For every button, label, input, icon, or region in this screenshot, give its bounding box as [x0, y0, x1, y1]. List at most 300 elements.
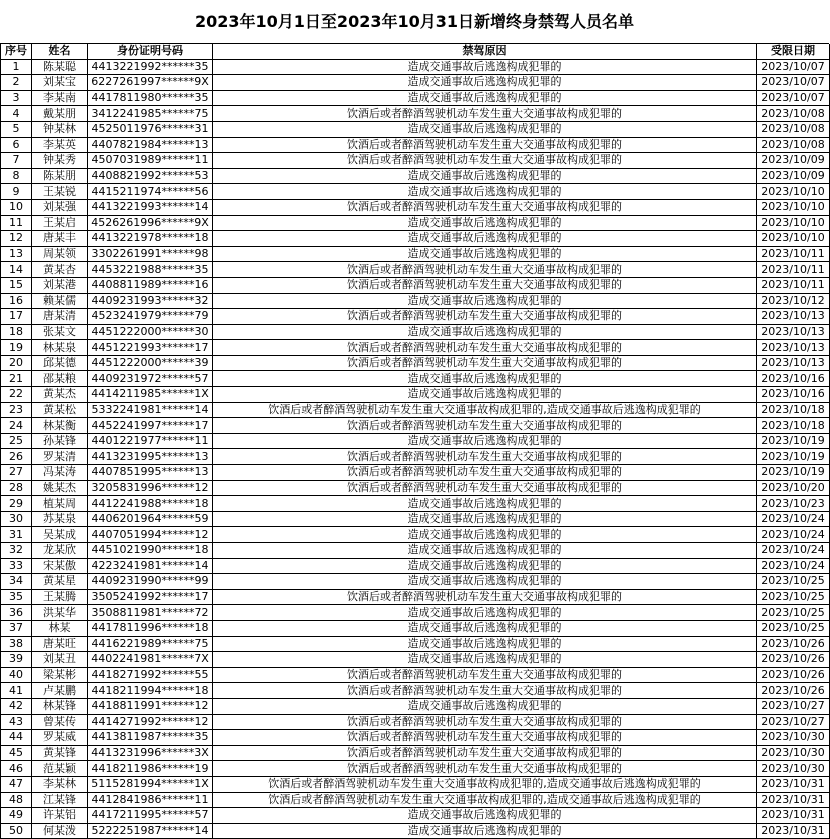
cell-reason: 饮酒后或者醉酒驾驶机动车发生重大交通事故构成犯罪的 [213, 589, 757, 605]
cell-reason: 饮酒后或者醉酒驾驶机动车发生重大交通事故构成犯罪的 [213, 355, 757, 371]
cell-no: 3 [1, 90, 32, 106]
table-row [1, 496, 830, 512]
table-row [1, 184, 830, 200]
table-row [1, 543, 830, 559]
cell-name: 钟某林 [32, 121, 88, 137]
cell-name: 林某衡 [32, 418, 88, 434]
cell-date: 2023/10/19 [757, 449, 830, 465]
cell-id: 4408811989******16 [88, 277, 213, 293]
cell-reason: 造成交通事故后逃逸构成犯罪的 [213, 652, 757, 668]
cell-id: 4418211994******18 [88, 683, 213, 699]
table-row [1, 808, 830, 824]
cell-no: 24 [1, 418, 32, 434]
cell-name: 曾某传 [32, 714, 88, 730]
cell-id: 4223241981******14 [88, 558, 213, 574]
cell-id: 4451021990******18 [88, 543, 213, 559]
cell-date: 2023/10/24 [757, 527, 830, 543]
cell-date: 2023/10/07 [757, 90, 830, 106]
cell-reason: 饮酒后或者醉酒驾驶机动车发生重大交通事故构成犯罪的 [213, 745, 757, 761]
cell-reason: 造成交通事故后逃逸构成犯罪的 [213, 605, 757, 621]
cell-date: 2023/10/18 [757, 418, 830, 434]
cell-date: 2023/10/19 [757, 465, 830, 481]
cell-reason: 饮酒后或者醉酒驾驶机动车发生重大交通事故构成犯罪的 [213, 714, 757, 730]
cell-no: 27 [1, 465, 32, 481]
cell-id: 3302261991******98 [88, 246, 213, 262]
table-row [1, 106, 830, 122]
page-title: 2023年10月1日至2023年10月31日新增终身禁驾人员名单 [0, 0, 829, 44]
table-row [1, 324, 830, 340]
table-row [1, 683, 830, 699]
cell-no: 31 [1, 527, 32, 543]
cell-no: 48 [1, 792, 32, 808]
cell-name: 黄某锋 [32, 745, 88, 761]
cell-date: 2023/10/25 [757, 589, 830, 605]
cell-name: 龙某欣 [32, 543, 88, 559]
cell-date: 2023/10/07 [757, 59, 830, 75]
cell-reason: 造成交通事故后逃逸构成犯罪的 [213, 168, 757, 184]
cell-name: 赖某儒 [32, 293, 88, 309]
cell-no: 13 [1, 246, 32, 262]
cell-id: 6227261997******9X [88, 75, 213, 91]
cell-no: 38 [1, 636, 32, 652]
cell-reason: 造成交通事故后逃逸构成犯罪的 [213, 496, 757, 512]
cell-id: 5222251987******14 [88, 823, 213, 839]
cell-no: 16 [1, 293, 32, 309]
cell-date: 2023/10/10 [757, 215, 830, 231]
cell-no: 7 [1, 153, 32, 169]
cell-reason: 造成交通事故后逃逸构成犯罪的 [213, 324, 757, 340]
cell-date: 2023/10/31 [757, 792, 830, 808]
cell-id: 4413811987******35 [88, 730, 213, 746]
cell-date: 2023/10/10 [757, 199, 830, 215]
cell-date: 2023/10/09 [757, 153, 830, 169]
cell-reason: 饮酒后或者醉酒驾驶机动车发生重大交通事故构成犯罪的 [213, 153, 757, 169]
cell-id: 5115281994******1X [88, 776, 213, 792]
cell-no: 29 [1, 496, 32, 512]
cell-reason: 造成交通事故后逃逸构成犯罪的 [213, 527, 757, 543]
cell-name: 林某锋 [32, 698, 88, 714]
cell-date: 2023/10/25 [757, 620, 830, 636]
cell-date: 2023/10/18 [757, 402, 830, 418]
cell-id: 4507031989******11 [88, 153, 213, 169]
cell-reason: 饮酒后或者醉酒驾驶机动车发生重大交通事故构成犯罪的 [213, 465, 757, 481]
table-row [1, 698, 830, 714]
cell-no: 4 [1, 106, 32, 122]
cell-no: 20 [1, 355, 32, 371]
cell-id: 4413221992******35 [88, 59, 213, 75]
cell-reason: 造成交通事故后逃逸构成犯罪的 [213, 636, 757, 652]
cell-reason: 造成交通事故后逃逸构成犯罪的 [213, 387, 757, 403]
cell-id: 3412241985******75 [88, 106, 213, 122]
cell-no: 2 [1, 75, 32, 91]
cell-id: 4418271992******55 [88, 667, 213, 683]
cell-reason: 造成交通事故后逃逸构成犯罪的 [213, 231, 757, 247]
cell-id: 4409231990******99 [88, 574, 213, 590]
cell-id: 4409231993******32 [88, 293, 213, 309]
cell-reason: 造成交通事故后逃逸构成犯罪的 [213, 433, 757, 449]
table-row [1, 199, 830, 215]
cell-id: 4413231996******3X [88, 745, 213, 761]
cell-reason: 造成交通事故后逃逸构成犯罪的 [213, 246, 757, 262]
cell-name: 刘某宝 [32, 75, 88, 91]
cell-date: 2023/10/30 [757, 730, 830, 746]
cell-id: 4417211995******57 [88, 808, 213, 824]
cell-date: 2023/10/26 [757, 667, 830, 683]
table-row [1, 90, 830, 106]
cell-no: 17 [1, 309, 32, 325]
table-row [1, 340, 830, 356]
cell-no: 9 [1, 184, 32, 200]
table-row [1, 745, 830, 761]
table-row [1, 792, 830, 808]
cell-id: 4407821984******13 [88, 137, 213, 153]
cell-name: 陈某朋 [32, 168, 88, 184]
cell-id: 4523241979******79 [88, 309, 213, 325]
cell-reason: 饮酒后或者醉酒驾驶机动车发生重大交通事故构成犯罪的 [213, 309, 757, 325]
cell-date: 2023/10/13 [757, 340, 830, 356]
cell-name: 何某泼 [32, 823, 88, 839]
cell-no: 39 [1, 652, 32, 668]
cell-date: 2023/10/08 [757, 137, 830, 153]
table-row [1, 137, 830, 153]
cell-date: 2023/10/24 [757, 511, 830, 527]
cell-no: 32 [1, 543, 32, 559]
cell-reason: 饮酒后或者醉酒驾驶机动车发生重大交通事故构成犯罪的 [213, 137, 757, 153]
table-row [1, 605, 830, 621]
cell-no: 41 [1, 683, 32, 699]
cell-name: 唐某清 [32, 309, 88, 325]
cell-name: 罗某威 [32, 730, 88, 746]
table-row [1, 480, 830, 496]
cell-no: 33 [1, 558, 32, 574]
cell-reason: 造成交通事故后逃逸构成犯罪的 [213, 823, 757, 839]
cell-id: 4413231995******13 [88, 449, 213, 465]
cell-name: 冯某涛 [32, 465, 88, 481]
table-row [1, 511, 830, 527]
cell-no: 46 [1, 761, 32, 777]
cell-reason: 饮酒后或者醉酒驾驶机动车发生重大交通事故构成犯罪的 [213, 683, 757, 699]
cell-id: 4407851995******13 [88, 465, 213, 481]
table-row [1, 153, 830, 169]
cell-date: 2023/10/20 [757, 480, 830, 496]
cell-date: 2023/10/16 [757, 387, 830, 403]
cell-name: 李某南 [32, 90, 88, 106]
cell-reason: 造成交通事故后逃逸构成犯罪的 [213, 371, 757, 387]
table-row [1, 355, 830, 371]
table-row [1, 309, 830, 325]
cell-date: 2023/10/12 [757, 293, 830, 309]
table-row [1, 620, 830, 636]
cell-name: 苏某泉 [32, 511, 88, 527]
cell-no: 49 [1, 808, 32, 824]
cell-id: 4407051994******12 [88, 527, 213, 543]
cell-no: 40 [1, 667, 32, 683]
cell-reason: 造成交通事故后逃逸构成犯罪的 [213, 293, 757, 309]
table-row [1, 667, 830, 683]
header-no: 序号 [1, 44, 32, 59]
table-row [1, 465, 830, 481]
cell-name: 唐某旺 [32, 636, 88, 652]
cell-no: 43 [1, 714, 32, 730]
cell-date: 2023/10/30 [757, 745, 830, 761]
cell-name: 王某腾 [32, 589, 88, 605]
cell-date: 2023/10/26 [757, 683, 830, 699]
cell-name: 邵某粮 [32, 371, 88, 387]
cell-reason: 造成交通事故后逃逸构成犯罪的 [213, 698, 757, 714]
table-row [1, 433, 830, 449]
cell-reason: 饮酒后或者醉酒驾驶机动车发生重大交通事故构成犯罪的 [213, 277, 757, 293]
table-row [1, 121, 830, 137]
cell-id: 4413221978******18 [88, 231, 213, 247]
cell-name: 林某泉 [32, 340, 88, 356]
cell-reason: 造成交通事故后逃逸构成犯罪的 [213, 620, 757, 636]
cell-date: 2023/10/13 [757, 324, 830, 340]
cell-no: 8 [1, 168, 32, 184]
cell-no: 15 [1, 277, 32, 293]
cell-name: 戴某朋 [32, 106, 88, 122]
cell-date: 2023/10/27 [757, 698, 830, 714]
cell-name: 植某周 [32, 496, 88, 512]
header-reason: 禁驾原因 [213, 44, 757, 59]
cell-name: 刘某强 [32, 199, 88, 215]
cell-reason: 造成交通事故后逃逸构成犯罪的 [213, 90, 757, 106]
cell-reason: 造成交通事故后逃逸构成犯罪的 [213, 75, 757, 91]
cell-reason: 饮酒后或者醉酒驾驶机动车发生重大交通事故构成犯罪的 [213, 106, 757, 122]
cell-reason: 造成交通事故后逃逸构成犯罪的 [213, 511, 757, 527]
cell-name: 黄某星 [32, 574, 88, 590]
table-row [1, 558, 830, 574]
table-row [1, 215, 830, 231]
table-row [1, 387, 830, 403]
cell-date: 2023/10/24 [757, 543, 830, 559]
cell-date: 2023/10/13 [757, 355, 830, 371]
table-row [1, 730, 830, 746]
cell-id: 3508811981******72 [88, 605, 213, 621]
cell-name: 张某文 [32, 324, 88, 340]
cell-no: 1 [1, 59, 32, 75]
cell-reason: 造成交通事故后逃逸构成犯罪的 [213, 543, 757, 559]
table-row [1, 418, 830, 434]
cell-name: 李某林 [32, 776, 88, 792]
table-body [1, 59, 830, 839]
cell-date: 2023/10/26 [757, 636, 830, 652]
cell-id: 4416221989******75 [88, 636, 213, 652]
cell-name: 宋某傲 [32, 558, 88, 574]
cell-id: 4525011976******31 [88, 121, 213, 137]
cell-name: 邱某德 [32, 355, 88, 371]
cell-id: 4452241997******17 [88, 418, 213, 434]
cell-name: 卢某鹏 [32, 683, 88, 699]
cell-id: 4409231972******57 [88, 371, 213, 387]
table-row [1, 527, 830, 543]
cell-id: 3505241992******17 [88, 589, 213, 605]
cell-reason: 造成交通事故后逃逸构成犯罪的 [213, 558, 757, 574]
table-row [1, 636, 830, 652]
cell-id: 4412841986******11 [88, 792, 213, 808]
table-row [1, 776, 830, 792]
table-row [1, 714, 830, 730]
cell-no: 36 [1, 605, 32, 621]
cell-name: 范某颖 [32, 761, 88, 777]
cell-no: 14 [1, 262, 32, 278]
cell-reason: 造成交通事故后逃逸构成犯罪的 [213, 121, 757, 137]
cell-name: 姚某杰 [32, 480, 88, 496]
cell-reason: 造成交通事故后逃逸构成犯罪的 [213, 59, 757, 75]
cell-id: 4418211986******19 [88, 761, 213, 777]
cell-no: 30 [1, 511, 32, 527]
cell-name: 陈某聪 [32, 59, 88, 75]
cell-reason: 饮酒后或者醉酒驾驶机动车发生重大交通事故构成犯罪的 [213, 761, 757, 777]
cell-name: 黄某杏 [32, 262, 88, 278]
cell-no: 45 [1, 745, 32, 761]
cell-date: 2023/10/31 [757, 776, 830, 792]
cell-name: 王某启 [32, 215, 88, 231]
cell-id: 4413221993******14 [88, 199, 213, 215]
cell-no: 25 [1, 433, 32, 449]
cell-date: 2023/10/11 [757, 246, 830, 262]
cell-name: 黄某杰 [32, 387, 88, 403]
cell-name: 江某锋 [32, 792, 88, 808]
cell-reason: 饮酒后或者醉酒驾驶机动车发生重大交通事故构成犯罪的 [213, 449, 757, 465]
cell-date: 2023/10/08 [757, 121, 830, 137]
header-name: 姓名 [32, 44, 88, 59]
cell-no: 42 [1, 698, 32, 714]
cell-no: 22 [1, 387, 32, 403]
cell-id: 4412241988******18 [88, 496, 213, 512]
cell-reason: 造成交通事故后逃逸构成犯罪的 [213, 808, 757, 824]
cell-no: 21 [1, 371, 32, 387]
table-row [1, 246, 830, 262]
cell-date: 2023/10/23 [757, 496, 830, 512]
driver-ban-table [0, 44, 830, 839]
cell-reason: 饮酒后或者醉酒驾驶机动车发生重大交通事故构成犯罪的 [213, 262, 757, 278]
cell-id: 4451222000******39 [88, 355, 213, 371]
cell-reason: 造成交通事故后逃逸构成犯罪的 [213, 574, 757, 590]
table-row [1, 75, 830, 91]
table-row [1, 262, 830, 278]
cell-reason: 饮酒后或者醉酒驾驶机动车发生重大交通事故构成犯罪的,造成交通事故后逃逸构成犯罪的 [213, 792, 757, 808]
table-row [1, 371, 830, 387]
cell-name: 李某英 [32, 137, 88, 153]
table-row [1, 402, 830, 418]
cell-name: 吴某成 [32, 527, 88, 543]
cell-date: 2023/10/11 [757, 277, 830, 293]
table-row [1, 449, 830, 465]
cell-date: 2023/10/26 [757, 652, 830, 668]
table-row [1, 574, 830, 590]
cell-date: 2023/10/13 [757, 309, 830, 325]
cell-no: 28 [1, 480, 32, 496]
cell-name: 孙某锋 [32, 433, 88, 449]
cell-name: 刘某港 [32, 277, 88, 293]
cell-reason: 饮酒后或者醉酒驾驶机动车发生重大交通事故构成犯罪的 [213, 340, 757, 356]
cell-id: 4408821992******53 [88, 168, 213, 184]
cell-name: 黄某松 [32, 402, 88, 418]
cell-date: 2023/10/16 [757, 371, 830, 387]
cell-id: 4414271992******12 [88, 714, 213, 730]
table-row [1, 59, 830, 75]
cell-no: 44 [1, 730, 32, 746]
cell-date: 2023/10/09 [757, 168, 830, 184]
cell-no: 18 [1, 324, 32, 340]
cell-no: 19 [1, 340, 32, 356]
cell-no: 23 [1, 402, 32, 418]
cell-no: 50 [1, 823, 32, 839]
cell-name: 林某 [32, 620, 88, 636]
table-row [1, 293, 830, 309]
cell-no: 34 [1, 574, 32, 590]
cell-id: 4453221988******35 [88, 262, 213, 278]
table-row [1, 589, 830, 605]
cell-id: 4451222000******30 [88, 324, 213, 340]
cell-id: 4401221977******11 [88, 433, 213, 449]
cell-reason: 饮酒后或者醉酒驾驶机动车发生重大交通事故构成犯罪的 [213, 667, 757, 683]
table-header-row [1, 44, 830, 59]
cell-id: 4417811980******35 [88, 90, 213, 106]
cell-id: 4417811996******18 [88, 620, 213, 636]
cell-reason: 造成交通事故后逃逸构成犯罪的 [213, 215, 757, 231]
cell-reason: 饮酒后或者醉酒驾驶机动车发生重大交通事故构成犯罪的 [213, 480, 757, 496]
header-id: 身份证明号码 [88, 44, 213, 59]
cell-id: 4415211974******56 [88, 184, 213, 200]
cell-reason: 饮酒后或者醉酒驾驶机动车发生重大交通事故构成犯罪的,造成交通事故后逃逸构成犯罪的 [213, 776, 757, 792]
cell-no: 6 [1, 137, 32, 153]
cell-id: 3205831996******12 [88, 480, 213, 496]
table-row [1, 168, 830, 184]
cell-name: 洪某华 [32, 605, 88, 621]
cell-no: 37 [1, 620, 32, 636]
cell-no: 47 [1, 776, 32, 792]
cell-id: 4402241981******7X [88, 652, 213, 668]
header-date: 受限日期 [757, 44, 830, 59]
cell-name: 刘某丑 [32, 652, 88, 668]
cell-reason: 饮酒后或者醉酒驾驶机动车发生重大交通事故构成犯罪的 [213, 730, 757, 746]
cell-no: 10 [1, 199, 32, 215]
table-row [1, 277, 830, 293]
cell-id: 4406201964******59 [88, 511, 213, 527]
cell-date: 2023/10/24 [757, 558, 830, 574]
cell-date: 2023/10/27 [757, 714, 830, 730]
cell-id: 4526261996******9X [88, 215, 213, 231]
cell-date: 2023/10/30 [757, 761, 830, 777]
cell-name: 钟某秀 [32, 153, 88, 169]
cell-date: 2023/10/10 [757, 184, 830, 200]
cell-reason: 饮酒后或者醉酒驾驶机动车发生重大交通事故构成犯罪的 [213, 199, 757, 215]
cell-date: 2023/10/19 [757, 433, 830, 449]
table-row [1, 231, 830, 247]
cell-name: 王某锐 [32, 184, 88, 200]
cell-date: 2023/10/07 [757, 75, 830, 91]
cell-id: 4418811991******12 [88, 698, 213, 714]
table-row [1, 761, 830, 777]
cell-name: 罗某清 [32, 449, 88, 465]
cell-id: 4414211985******1X [88, 387, 213, 403]
cell-reason: 饮酒后或者醉酒驾驶机动车发生重大交通事故构成犯罪的 [213, 418, 757, 434]
cell-date: 2023/10/31 [757, 808, 830, 824]
cell-reason: 饮酒后或者醉酒驾驶机动车发生重大交通事故构成犯罪的,造成交通事故后逃逸构成犯罪的 [213, 402, 757, 418]
cell-no: 26 [1, 449, 32, 465]
table-row [1, 652, 830, 668]
cell-name: 唐某丰 [32, 231, 88, 247]
cell-date: 2023/10/10 [757, 231, 830, 247]
cell-name: 周某领 [32, 246, 88, 262]
cell-date: 2023/10/25 [757, 574, 830, 590]
cell-date: 2023/10/11 [757, 262, 830, 278]
cell-id: 4451221993******17 [88, 340, 213, 356]
cell-no: 11 [1, 215, 32, 231]
cell-id: 5332241981******14 [88, 402, 213, 418]
cell-no: 35 [1, 589, 32, 605]
